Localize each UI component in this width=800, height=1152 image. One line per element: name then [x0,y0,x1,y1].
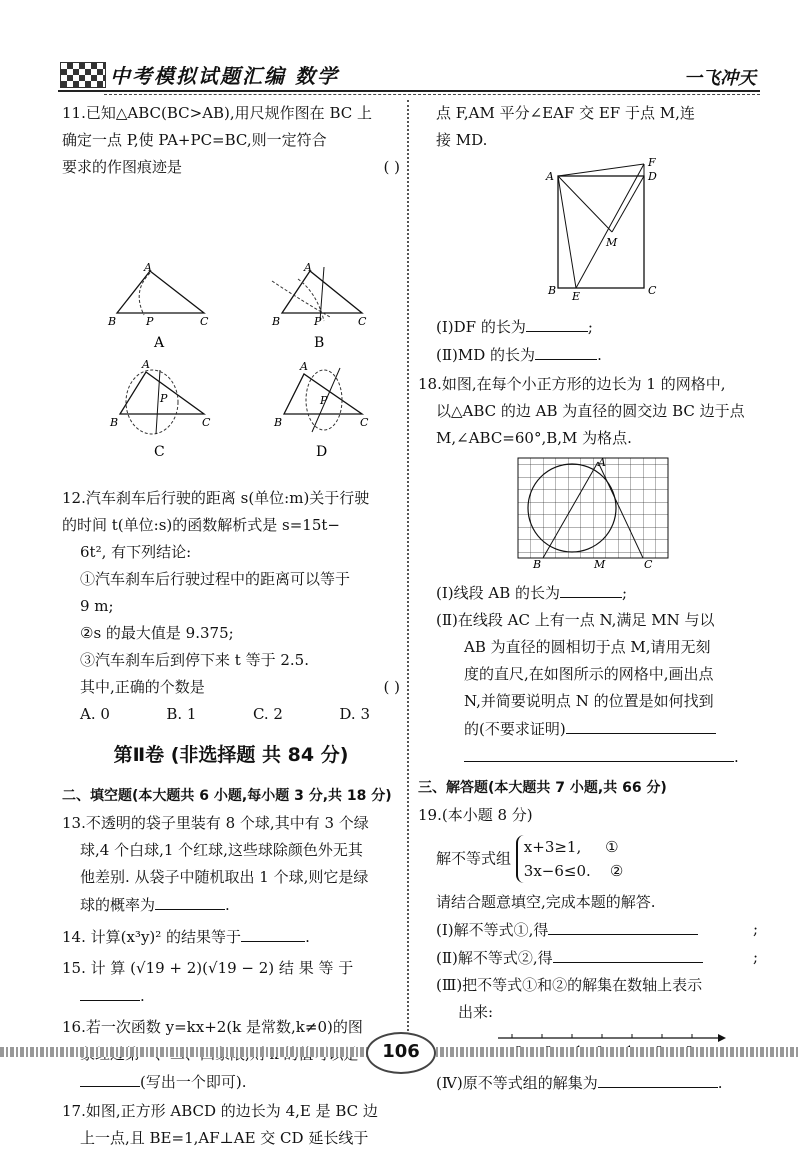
answer-blank[interactable] [241,923,305,942]
page-header [0,0,800,100]
q18-part-2-line1: (Ⅱ)在线段 AC 上有一点 N,满足 MN 与以 [436,611,715,629]
question-18 [418,371,758,771]
q11-line1: 11.已知△ABC(BC>AB),用尺规作图在 BC 上 [62,104,372,122]
q12-conclusion-2: ②s 的最大值是 9.375; [80,624,234,642]
q17-point-B: B [548,284,557,297]
q19-part-3-line2: 出来: [458,1003,494,1021]
q18-part-2-line5: 的(不要求证明) [418,715,758,743]
q11d-point-B: B [274,416,283,429]
q12-conclusion-1b: 9 m; [80,597,114,615]
q17-part-1: (Ⅰ)DF 的长为 ; [418,313,758,341]
q19-part-3-line1: (Ⅲ)把不等式①和②的解集在数轴上表示 [436,976,703,994]
figure-a [107,261,209,351]
q17-cont-line2: 接 MD. [436,131,488,149]
q19-part-2: (Ⅱ)解不等式②,得 ; [418,944,758,972]
q17-point-A: A [546,170,554,183]
option-a-label: A [154,335,165,351]
section-2-title: 二、填空题(本大题共 6 小题,每小题 3 分,共 18 分) [62,788,392,804]
q16-line1: 16.若一次函数 y=kx+2(k 是常数,k≠0)的图 [62,1018,363,1036]
question-13 [62,810,400,919]
q19-instruction: 请结合题意填空,完成本题的解答. [436,893,656,911]
question-11 [62,100,400,483]
q11d-point-C: C [360,416,369,429]
q17-point-C: C [648,284,657,297]
option-b-label: B [314,335,325,351]
figure-b [271,261,367,351]
q19-solve-label: 解不等式组 [436,849,512,868]
q18-point-C: C [644,558,653,570]
q17-cont-line1: 点 F,AM 平分∠EAF 交 EF 于点 M,连 [436,104,695,122]
q12-options [62,701,400,728]
brand-name: 一飞冲天 [684,68,756,89]
q17-point-D: D [648,170,657,183]
answer-blank[interactable] [566,715,716,734]
q19-system [418,835,758,883]
q11b-point-B: B [272,315,281,328]
volume-title: 第Ⅱ卷 (非选择题 共 84 分) [113,744,349,766]
answer-blank[interactable] [80,1068,140,1087]
q13-line4: 球的概率为 . [62,891,400,919]
q11-line2: 确定一点 P,使 PA+PC=BC,则一定符合 [62,131,327,149]
q18-line2: 以△ABC 的边 AB 为直径的圆交边 BC 边于点 [436,402,745,420]
answer-paren: ( ) [383,678,400,696]
q17-point-F: F [648,156,656,169]
q12-conclusion-3: ③汽车刹车后到停下来 t 等于 2.5. [80,651,309,669]
q11b-point-P: P [314,315,322,328]
inequality-2-marker: ② [609,862,624,880]
q12-line3: 6t², 有下列结论: [80,543,192,561]
book-title: 中考模拟试题汇编 数学 [110,64,339,88]
inequality-1: x+3≥1, [523,838,582,856]
q12-line2: 的时间 t(单位:s)的函数解析式是 s=15t− [62,516,340,534]
answer-paren: ( ) [383,158,400,176]
q11c-point-C: C [202,416,211,429]
answer-blank[interactable] [598,1069,718,1088]
q19-part-4: (Ⅳ)原不等式组的解集为 . [418,1069,758,1097]
q17-point-M: M [606,236,618,249]
q12-ask: 其中,正确的个数是 ( ) [62,674,400,701]
question-17 [62,1098,400,1152]
q18-point-A: A [598,456,606,469]
q15-line1: 15. 计 算 (√19 + 2)(√19 − 2) 结 果 等 于 [62,959,354,977]
q11d-point-P: P [320,394,328,407]
figure-c [109,358,211,460]
question-12 [62,485,400,728]
inequality-system [516,835,624,883]
q11a-point-C: C [200,315,209,328]
question-14: 14. 计算(x³y)² 的结果等于 . [62,923,400,951]
q18-line1: 18.如图,在每个小正方形的边长为 1 的网格中, [418,375,726,393]
answer-blank[interactable] [560,579,622,598]
q11c-point-B: B [110,416,119,429]
q11c-point-P: P [160,392,168,405]
answer-blank[interactable] [155,891,225,910]
q12-option-c: C. 2 [252,705,283,723]
q11d-point-A: A [300,360,308,373]
inequality-2: 3x−6≤0. [523,862,591,880]
question-15 [62,955,400,1010]
option-c-label: C [154,444,165,460]
q17-figure [418,154,758,304]
q17-line2: 上一点,且 BE=1,AF⊥AE 交 CD 延长线于 [80,1129,369,1147]
q18-part-2-line2: AB 为直径的圆相切于点 M,请用无刻 [464,638,711,656]
column-divider [407,100,409,1035]
q18-point-B: B [533,558,542,570]
answer-blank[interactable] [80,982,140,1001]
q13-line1: 13.不透明的袋子里装有 8 个球,其中有 3 个绿 [62,814,369,832]
figure-d [273,360,369,460]
q16-line3: (写出一个即可). [62,1068,400,1096]
q18-part-2-line6: . [418,743,758,771]
q12-option-d: D. 3 [339,705,370,723]
q15-line2: . [62,982,400,1010]
option-d-label: D [316,444,328,460]
q18-part-2-line4: N,并简要说明点 N 的位置是如何找到 [464,692,714,710]
answer-blank[interactable] [464,743,734,762]
q17-point-E: E [572,290,581,303]
page-number: 106 [366,1032,436,1074]
section-3-title: 三、解答题(本大题共 7 小题,共 66 分) [418,780,667,796]
q12-line1: 12.汽车刹车后行驶的距离 s(单位:m)关于行驶 [62,489,370,507]
q11-figures-2 [62,354,400,474]
q13-line3: 他差别. 从袋子中随机取出 1 个球,则它是绿 [80,868,369,886]
q12-conclusion-1: ①汽车刹车后行驶过程中的距离可以等于 [80,570,351,588]
q11-line3: 要求的作图痕迹是 ( ) [62,154,400,181]
left-column [62,100,400,1152]
q18-part-1: (Ⅰ)线段 AB 的长为 ; [418,579,758,607]
q19-head: 19.(本小题 8 分) [418,806,533,824]
q19-part-1: (Ⅰ)解不等式①,得 ; [418,916,758,944]
q12-option-a: A. 0 [80,705,110,723]
q18-grid-figure [418,452,758,570]
q12-option-b: B. 1 [166,705,197,723]
inequality-1-marker: ① [605,838,619,856]
answer-blank[interactable] [548,916,698,935]
answer-blank[interactable] [535,341,597,360]
q18-line3: M,∠ABC=60°,B,M 为格点. [436,429,632,447]
q17-part-2: (Ⅱ)MD 的长为 . [418,341,758,369]
answer-blank[interactable] [526,313,588,332]
q18-point-M: M [594,558,606,570]
header-rule-dashed [104,94,760,95]
q11b-point-C: C [358,315,367,328]
q18-part-2-line3: 度的直尺,在如图所示的网格中,画出点 [464,665,714,683]
arrow-icon [718,1034,726,1042]
q11a-point-A: A [144,261,152,274]
answer-blank[interactable] [553,944,703,963]
q11b-point-A: A [304,261,312,274]
q11c-point-A: A [142,358,150,371]
checker-logo-icon [60,62,106,88]
q17-line1: 17.如图,正方形 ABCD 的边长为 4,E 是 BC 边 [62,1102,378,1120]
q11a-point-P: P [146,315,154,328]
q13-line2: 球,4 个白球,1 个红球,这些球除颜色外无其 [80,841,363,859]
q11a-point-B: B [108,315,117,328]
right-column [418,100,758,1097]
header-rule [58,90,760,92]
